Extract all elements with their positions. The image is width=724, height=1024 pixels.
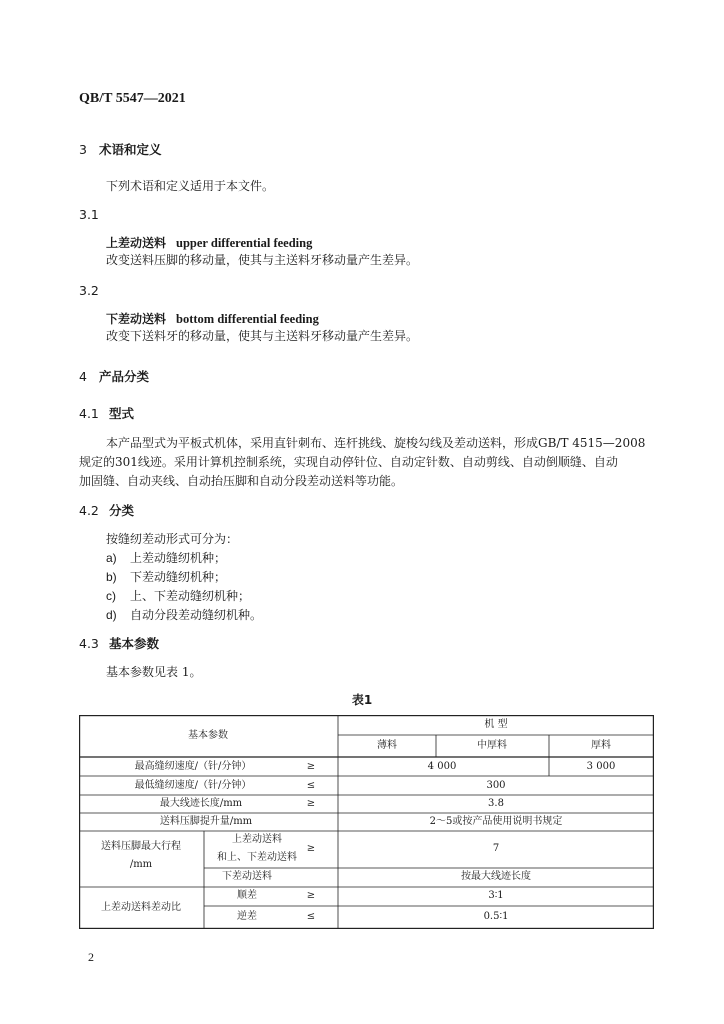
term-en: bottom differential feeding [176,312,319,326]
list-item [106,568,226,585]
row-presser-stroke-label-line-2: /mm [129,859,153,870]
term-zh: 下差动送料 [106,312,167,326]
row-presser-stroke-label-line-1: 送料压脚最大行程 [101,841,181,852]
clause-4-1-line-1: 本产品型式为平板式机体，采用直针刺布、连杆挑线、旋梭勾线及差动送料，形成GB/T 4515—2008 [106,436,646,450]
clause-3-2-number: 3.2 [79,283,99,298]
term-3-2 [106,308,319,327]
list-text: 自动分段差动缝纫机种。 [130,608,263,622]
row-differential-ratio-label: 上差动送料差动比 [101,902,181,913]
row-max-speed-thick: 3 000 [586,761,616,772]
row-stitch-length-symbol: ≥ [306,798,316,809]
header-medium: 中厚料 [477,740,507,751]
clause-4-1-heading [79,404,134,422]
standard-code: QB/T 5547—2021 [79,91,186,106]
row-min-speed-value: 300 [486,780,506,791]
row-presser-stroke-symbol: ≥ [306,843,316,854]
section-3-intro: 下列术语和定义适用于本文件。 [106,179,275,193]
row-positive-diff-label: 顺差 [237,890,257,901]
clause-title: 型式 [109,406,135,421]
clause-title: 分类 [109,503,135,518]
header-thin: 薄料 [377,740,397,751]
row-stitch-length-label: 最大线迹长度/mm [159,798,243,809]
clause-number: 4.2 [79,503,99,518]
clause-4-3-intro: 基本参数见表 1。 [106,665,202,679]
row-negative-diff-label: 逆差 [237,911,257,922]
row-negative-diff-symbol: ≤ [306,911,316,922]
clause-title: 基本参数 [109,636,160,651]
list-item [106,606,262,623]
clause-4-2-heading [79,501,134,519]
clause-4-2-intro: 按缝纫差动形式可分为： [106,532,239,546]
list-text: 下差动缝纫机种； [130,570,227,584]
row-min-speed-symbol: ≤ [306,780,316,791]
row-stitch-length-value: 3.8 [488,798,504,809]
list-item [106,587,250,604]
row-upper-feed-label-line-1: 上差动送料 [232,834,282,845]
list-label: c) [106,589,116,603]
term-3-1 [106,232,312,251]
list-item [106,549,226,566]
section-4-heading [79,367,149,385]
row-bottom-feed-value: 按最大线迹长度 [461,871,531,882]
clause-4-1-line-2: 规定的301线迹。采用计算机控制系统，实现自动停针位、自动定针数、自动剪线、自动倒顺缝、自动 [79,455,618,469]
table-caption: 表1 [351,693,373,707]
term-3-2-definition: 改变下送料牙的移动量，使其与主送料牙移动量产生差异。 [106,329,419,343]
clause-3-1-number: 3.1 [79,207,99,222]
row-presser-stroke-value: 7 [492,843,500,854]
row-upper-feed-label-line-2: 和上、下差动送料 [217,852,297,863]
list-label: a) [106,551,117,565]
section-number: 3 [79,142,87,157]
row-max-speed-symbol: ≥ [306,761,316,772]
row-positive-diff-value: 3∶1 [488,890,504,901]
section-number: 4 [79,369,87,384]
clause-number: 4.1 [79,406,99,421]
row-presser-lift-value: 2～5或按产品使用说明书规定 [429,816,563,827]
clause-number: 4.3 [79,636,99,651]
term-en: upper differential feeding [176,236,313,250]
section-3-heading [79,140,162,158]
list-label: d) [106,608,117,622]
header-basic-params: 基本参数 [188,730,228,741]
row-min-speed-label: 最低缝纫速度/（针/分钟） [134,780,252,791]
list-text: 上差动缝纫机种； [130,551,227,565]
section-title: 产品分类 [99,369,150,384]
row-positive-diff-symbol: ≥ [306,890,316,901]
list-text: 上、下差动缝纫机种； [130,589,251,603]
clause-4-3-heading [79,634,159,652]
row-max-speed-label: 最高缝纫速度/（针/分钟） [134,761,252,772]
row-negative-diff-value: 0.5∶1 [483,911,509,922]
list-label: b) [106,570,117,584]
clause-4-1-line-3: 加固缝、自动夹线、自动抬压脚和自动分段差动送料等功能。 [79,474,404,488]
row-presser-lift-label: 送料压脚提升量/mm [159,816,253,827]
term-zh: 上差动送料 [106,236,167,250]
header-model: 机 型 [484,719,508,730]
section-title: 术语和定义 [99,142,162,157]
row-max-speed-thin-medium: 4 000 [427,761,457,772]
row-bottom-feed-label: 下差动送料 [222,871,272,882]
term-3-1-definition: 改变送料压脚的移动量，使其与主送料牙移动量产生差异。 [106,253,419,267]
page-number: 2 [88,950,94,964]
parameter-table [79,715,654,929]
header-thick: 厚料 [591,740,611,751]
